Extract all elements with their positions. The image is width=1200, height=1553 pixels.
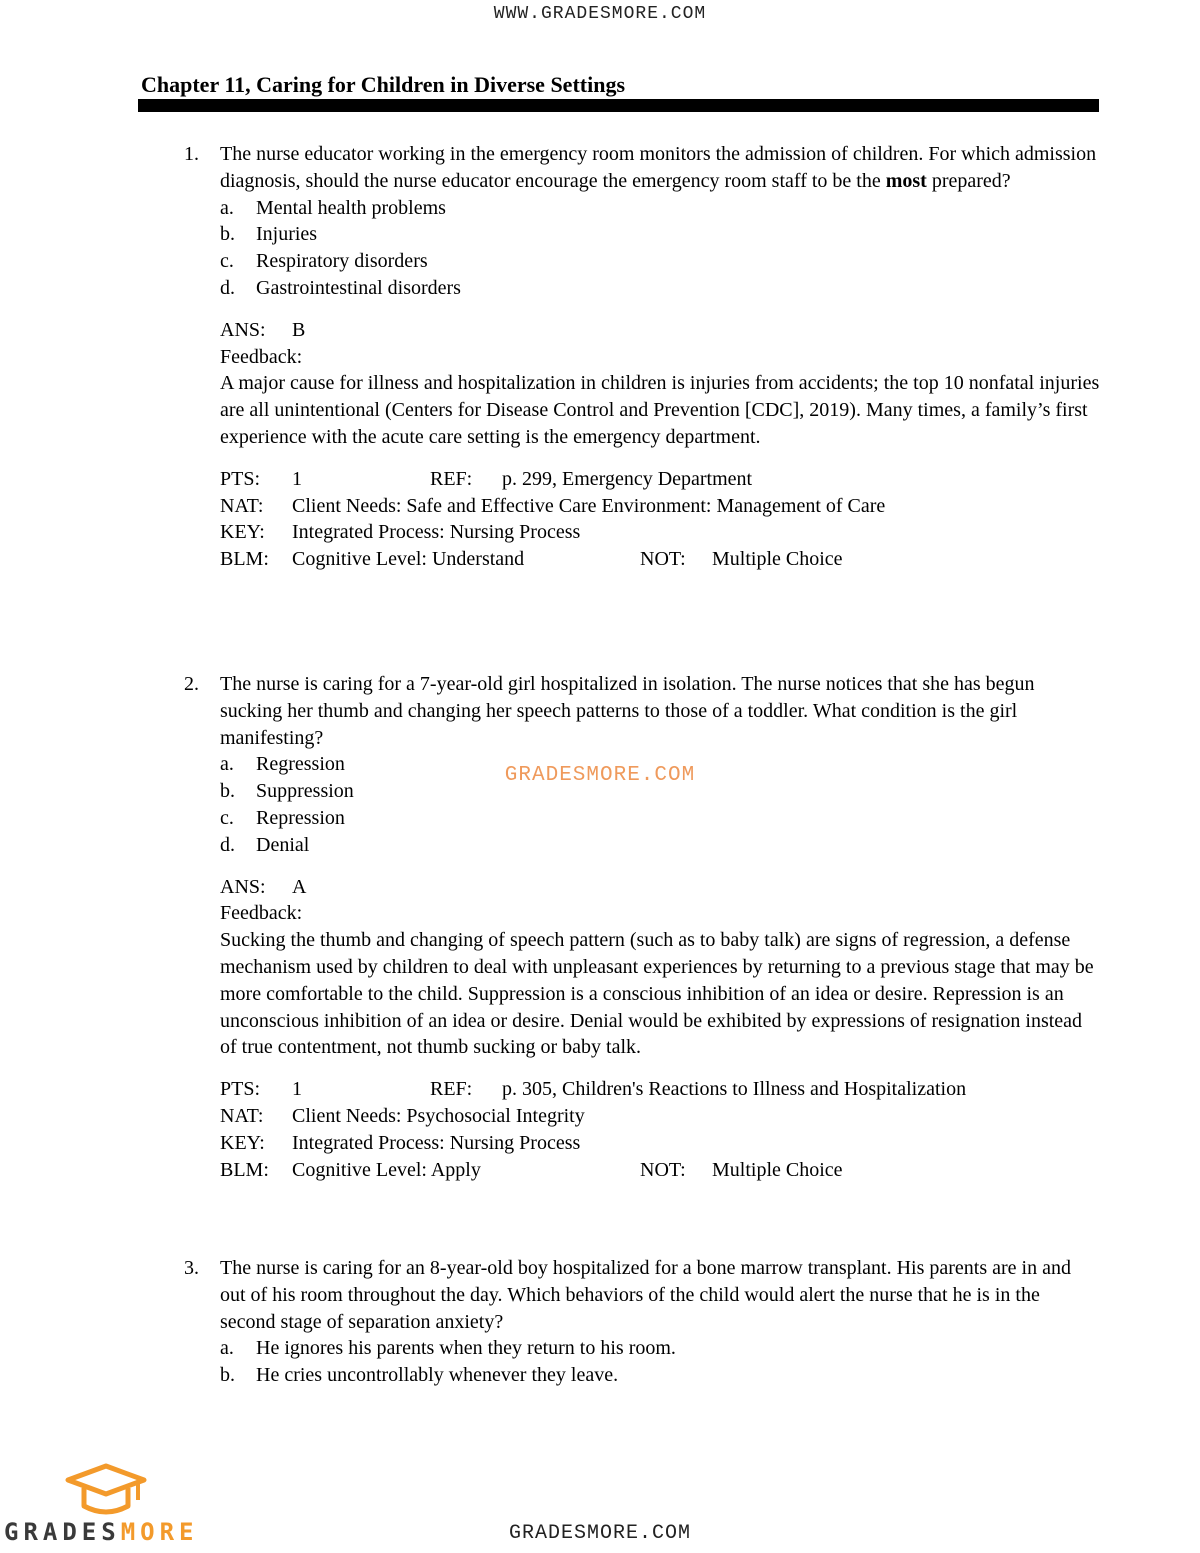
option-a: a. He ignores his parents when they return to his room. <box>220 1337 676 1360</box>
option-c: c. Respiratory disorders <box>220 250 428 273</box>
blm-not-line: BLM: Cognitive Level: Understand NOT: Multiple Choice <box>220 548 843 571</box>
question-1 <box>184 141 1100 573</box>
answer-line: ANS: A <box>220 875 307 898</box>
option-d: d. Denial <box>220 833 310 856</box>
key-line: KEY: Integrated Process: Nursing Process <box>220 1131 581 1154</box>
footer-url: GRADESMORE.COM <box>508 1522 692 1545</box>
option-b: b. Injuries <box>220 223 318 246</box>
feedback-text: A major cause for illness and hospitalization in children is injuries from accidents; the top 10 nonfatal injuries are all unintentional (Centers for Disease Control and Prevention [CDC], 2019). Many times, a family’s first experience with the acute care setting is the emergency department. <box>220 372 1100 448</box>
nat-line: NAT: Client Needs: Safe and Effective Care Environment: Management of Care <box>220 494 886 517</box>
option-d: d. Gastrointestinal disorders <box>220 276 461 299</box>
nat-line: NAT: Client Needs: Psychosocial Integrity <box>220 1104 585 1127</box>
feedback-label: Feedback: <box>220 902 303 925</box>
option-a: a. Regression <box>220 753 345 776</box>
option-c: c. Repression <box>220 806 345 829</box>
title-rule <box>138 99 1099 112</box>
watermark: GRADESMORE.COM <box>504 764 696 787</box>
blm-not-line: BLM: Cognitive Level: Apply NOT: Multiple Choice <box>220 1158 843 1181</box>
question-number: 2. <box>184 673 199 695</box>
question-3 <box>184 1255 1100 1389</box>
option-b: b. Suppression <box>220 780 354 803</box>
question-number: 1. <box>184 143 199 165</box>
option-a: a. Mental health problems <box>220 196 446 219</box>
question-stem: The nurse educator working in the emergency room monitors the admission of children. For which admission diagnosis, should the nurse educator encourage the emergency room staff to be the most prepared? <box>220 143 1097 192</box>
question-2 <box>184 671 1100 1183</box>
feedback-label: Feedback: <box>220 345 303 368</box>
brand-logo-text: GRADESMORE <box>4 1518 199 1546</box>
chapter-title: Chapter 11, Caring for Children in Diverse Settings <box>141 72 626 97</box>
option-b: b. He cries uncontrollably whenever they leave. <box>220 1364 619 1387</box>
question-number: 3. <box>184 1257 199 1279</box>
question-stem: The nurse is caring for an 8-year-old boy hospitalized for a bone marrow transplant. His parents are in and out of his room throughout the day. Which behaviors of the child would alert the nurse that he is in the second stage of separation anxiety? <box>220 1257 1071 1333</box>
answer-line: ANS: B <box>220 318 306 341</box>
header-url: WWW.GRADESMORE.COM <box>493 4 707 24</box>
pts-ref-line: PTS: 1 REF: p. 299, Emergency Department <box>220 467 753 490</box>
key-line: KEY: Integrated Process: Nursing Process <box>220 521 581 544</box>
question-stem: The nurse is caring for a 7-year-old girl hospitalized in isolation. The nurse notices that she has begun sucking her thumb and changing her speech patterns to those of a toddler. What condition is the girl manifesting? <box>220 673 1035 749</box>
feedback-text: Sucking the thumb and changing of speech pattern (such as to baby talk) are signs of regression, a defense mechanism used by children to deal with unpleasant experiences by returning to a previous stage that may be more comfortable to the child. Suppression is a conscious inhibition of an idea or desire. Repression is an unconscious inhibition of an idea or desire. Denial would be exhibited by expressions of resignation instead of true contentment, not thumb sucking or baby talk. <box>220 929 1094 1059</box>
pts-ref-line: PTS: 1 REF: p. 305, Children's Reactions to Illness and Hospitalization <box>220 1078 967 1101</box>
